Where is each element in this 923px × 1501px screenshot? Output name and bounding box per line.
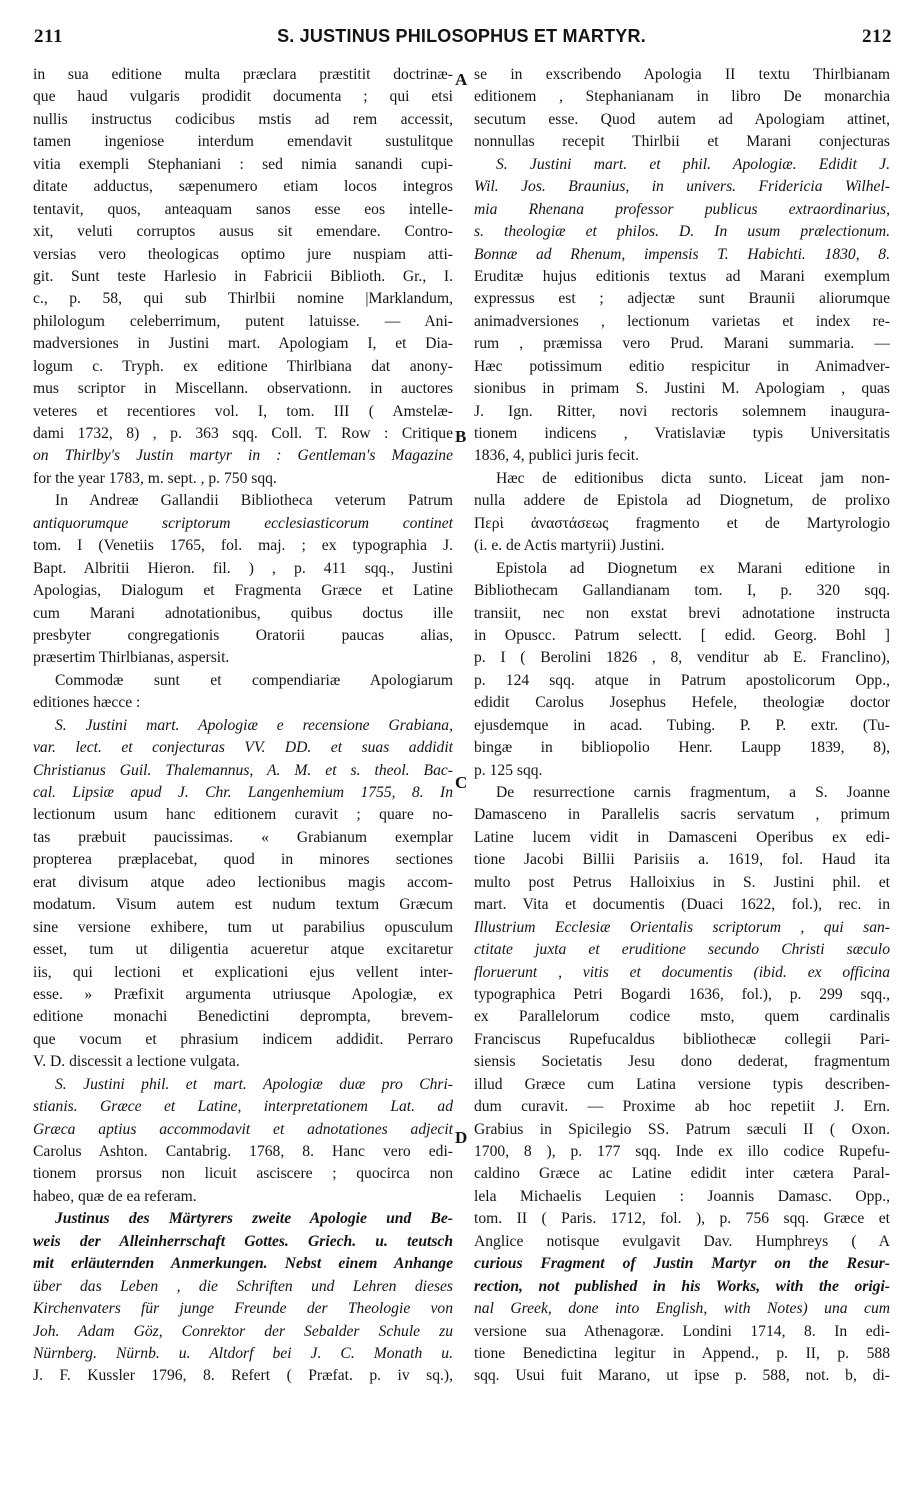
text-line: Justinus des Märtyrers zweite Apologie und Be- (55, 1210, 453, 1228)
text-line: V. D. discessit a lectione vulgata. (33, 1053, 240, 1071)
text-line: In Andreæ Gallandii Bibliotheca veterum Patrum (55, 492, 453, 510)
text-line: tionem indicens , Vratislaviæ typis Universitatis (474, 425, 890, 442)
text-line: esse. » Præfixit argumenta utriusque Apologiæ, ex (33, 985, 453, 1003)
text-line: Epistola ad Diognetum ex Marani editione in (496, 559, 890, 577)
text-line: antiquorumque scriptorum ecclesiasticorum continet (33, 514, 453, 532)
text-line: habeo, quæ de ea referam. (33, 1187, 197, 1205)
text-line: versione sua Athenagoræ. Londini 1714, 8. In edi- (474, 1322, 890, 1340)
text-line: p. I ( Berolini 1826 , 8, venditur ab E. Franclino), (474, 649, 890, 667)
text-line: madversiones in Justini mart. Apologiam I, et Dia- (33, 335, 453, 353)
text-line: Bibliothecam Gallandianam tom. I, p. 320 sqq. (474, 582, 890, 600)
running-title: S. JUSTINUS PHILOSOPHUS ET MARTYR. (277, 26, 646, 46)
text-line: Franciscus Rupefucaldus bibliothecæ collegii Pari- (474, 1030, 890, 1048)
text-line: rection, not published in his Works, with the origi- (474, 1277, 890, 1295)
text-line: Bapt. Albritii Hieron. fil. ) , p. 411 sqq., Justini (33, 559, 453, 577)
text-line: mus scriptor in Miscellann. observationn. in auctores (33, 380, 453, 398)
text-line: Περὶ ἀναστάσεως fragmento et de Martyrologio (474, 514, 890, 532)
text-line: rum , præmissa vero Prud. Marani summaria. — (474, 335, 890, 353)
text-line: ex Parallelorum codice msto, quem cardinalis (474, 1008, 890, 1026)
text-line: præsertim Thirlbianas, aspersit. (33, 649, 230, 667)
text-line: cal. Lipsiæ apud J. Chr. Langenhemium 1755, 8. In (33, 784, 453, 801)
text-line: S. Justini phil. et mart. Apologiæ duæ pro Chri- (55, 1075, 453, 1093)
text-line: De resurrectione carnis fragmentum, a S. Joanne (496, 784, 890, 801)
text-line: Anglice notisque evulgavit Dav. Humphreys ( A (474, 1232, 890, 1250)
text-line: über das Leben , die Schriften und Lehren dieses (33, 1277, 453, 1295)
running-head (0, 26, 923, 60)
text-line: on Thirlby's Justin martyr in : Gentleman's Magazine (33, 447, 453, 465)
text-line: weis der Alleinherrschaft Gottes. Griech. u. teutsch (33, 1232, 453, 1250)
text-line: tom. I (Venetiis 1765, fol. maj. ; ex typographia J. (33, 537, 453, 555)
text-line: ctitate juxta et eruditione secundo Christi sæculo (474, 941, 890, 959)
text-line: erat divisum atque adeo lectionibus magis accom- (33, 873, 453, 891)
text-line: que haud vulgaris prodidit documenta ; qui etsi (33, 88, 453, 106)
text-line: nonnullas recepit Thirlbii et Marani conjecturas (474, 133, 890, 151)
text-line: Kirchenvaters für junge Freunde der Theologie von (33, 1300, 453, 1318)
text-line: c., p. 58, qui sub Thirlbii nomine |Marklandum, (33, 290, 453, 308)
text-line: nal Greek, done into English, with Notes) una cum (474, 1300, 890, 1318)
text-line: tione Jacobi Billii Parisiis a. 1619, fol. Haud ita (474, 851, 890, 869)
left-column (33, 64, 453, 1494)
text-line: tom. II ( Paris. 1712, fol. ), p. 756 sqq. Græce et (474, 1210, 890, 1228)
text-line: edidit Carolus Josephus Hefele, theologiæ doctor (474, 694, 890, 712)
text-line: Christianus Guil. Thalemannus, A. M. et s. theol. Bac- (33, 761, 453, 779)
text-line: nulla addere de Epistola ad Diognetum, de prolixo (474, 492, 890, 510)
text-line: 1700, 8 ), p. 177 sqq. Inde ex illo codice Rupefu- (474, 1143, 890, 1160)
text-line: tentavit, quos, anteaquam sanos esse eos intelle- (33, 200, 453, 218)
text-line: typographica Petri Bogardi 1636, fol.), p. 299 sqq., (474, 985, 890, 1003)
text-line: se in exscribendo Apologia II textu Thirlbianam (474, 66, 890, 83)
text-line: J. Ign. Ritter, novi rectoris solemnem inaugura- (474, 402, 890, 420)
text-line: var. lect. et conjecturas VV. DD. et suas addidit (33, 739, 453, 757)
text-line: Illustrium Ecclesiæ Orientalis scriptorum , qui san- (474, 918, 890, 936)
text-line: Latine lucem vidit in Damasceni Operibus ex edi- (474, 828, 890, 846)
text-line: cum Marani adnotationibus, quibus doctus ille (33, 604, 453, 622)
text-line: caldino Græce ac Latine edidit inter cætera Paral- (474, 1165, 890, 1183)
text-line: nullis instructus codicibus mstis ad rem accessit, (33, 110, 453, 128)
text-line: Græca aptius accommodavit et adnotationes adjecit (33, 1120, 453, 1138)
text-line: dum curavit. — Proxime ab hoc repetiit J. Ern. (474, 1098, 890, 1116)
text-line: lectionum usum hanc editionem curavit ; quare no- (33, 806, 453, 824)
page-number-left: 211 (34, 26, 63, 47)
text-line: sqq. Usui fuit Marano, ut ipse p. 588, not. b, di- (474, 1367, 890, 1385)
margin-letter-c: C (455, 773, 468, 792)
text-line: (i. e. de Actis martyrii) Justini. (474, 537, 665, 555)
margin-letter-d: D (455, 1128, 468, 1147)
text-line: tas præbuit paucissimas. « Grabianum exemplar (33, 828, 453, 846)
text-line: mit erläuternden Anmerkungen. Nebst einem Anhange (33, 1255, 453, 1273)
text-line: dami 1732, 8) , p. 363 sqq. Coll. T. Row : Critique (33, 425, 453, 442)
text-line: lela Michaelis Lequien : Joannis Damasc. Opp., (474, 1187, 890, 1205)
text-line: editiones hæcce : (33, 694, 141, 712)
page-number-right: 212 (862, 26, 892, 47)
text-line: presbyter congregationis Oratorii paucas alias, (33, 626, 453, 644)
text-line: Hæc potissimum editio respicitur in Animadver- (474, 357, 890, 375)
text-line: Apologias, Dialogum et Fragmenta Græce et Latine (33, 582, 453, 600)
text-line: siensis Societatis Jesu dono dederat, fragmentum (474, 1053, 890, 1071)
text-line: illud Græce cum Latina versione typis describen- (474, 1075, 890, 1093)
text-line: sionibus in primam S. Justini M. Apologiam , quas (474, 380, 890, 398)
text-line: xit, veluti corruptos ausus sit emendare. Contro- (33, 223, 453, 241)
text-line: bingæ in bibliopolio Henr. Laupp 1839, 8), (474, 739, 890, 757)
text-line: 1836, 4, publici juris fecit. (474, 447, 640, 465)
text-line: Grabius in Spicilegio SS. Patrum sæculi II ( Oxon. (474, 1120, 890, 1138)
text-line: iis, qui lectioni et explicationi ejus vellent inter- (33, 963, 453, 981)
text-line: secutum esse. Quod autem ad Apologiam attinet, (474, 110, 890, 128)
text-line: s. theologiæ et philos. D. In usum prælectionum. (474, 223, 890, 241)
text-line: animadversiones , lectionum varietas et index re- (474, 312, 890, 330)
text-line: tione Benedictina legitur in Append., p. II, p. 588 (474, 1344, 890, 1362)
text-line: propterea præplacebat, quod in minores sectiones (33, 851, 453, 869)
text-line: git. Sunt teste Harlesio in Fabricii Biblioth. Gr., I. (33, 267, 453, 285)
text-line: Carolus Ashton. Cantabrig. 1768, 8. Hanc vero edi- (33, 1143, 453, 1160)
text-line: J. F. Kussler 1796, 8. Refert ( Præfat. p. iv sq.), (33, 1367, 453, 1385)
text-line: esset, tum ut diligentia acueretur atque excitaretur (33, 941, 453, 959)
text-line: Hæc de editionibus dicta sunto. Liceat jam non- (496, 469, 890, 487)
text-line: mart. Vita et documentis (Duaci 1622, fol.), rec. in (474, 896, 890, 914)
text-line: S. Justini mart. Apologiæ e recensione Grabiana, (55, 716, 453, 734)
text-line: Bonnæ ad Rhenum, impensis T. Habichti. 1830, 8. (474, 245, 890, 263)
margin-letter-b: B (455, 427, 467, 446)
text-line: transiit, nec non exstat brevi adnotatione instructa (474, 604, 890, 622)
text-line: curious Fragment of Justin Martyr on the Resur- (474, 1255, 890, 1273)
text-line: philologum celeberrimum, putent latuisse. — Ani- (33, 312, 453, 330)
text-line: p. 124 sqq. atque in Patrum apostolicorum Opp., (474, 671, 890, 689)
text-line: p. 125 sqq. (474, 761, 543, 779)
text-line: ditate adductus, sæpenumero etiam locos integros (33, 178, 453, 196)
text-line: for the year 1783, m. sept. , p. 750 sqq. (33, 469, 277, 487)
text-line: editionem , Stephanianam in libro De monarchia (474, 88, 890, 106)
text-line: tamen ingeniose interdum emendavit sustulitque (33, 133, 453, 151)
text-line: sine versione exhibere, tum ut parabilius opusculum (33, 918, 453, 936)
text-line: floruerunt , vitis et documentis (ibid. ex officina (474, 963, 890, 981)
text-line: mia Rhenana professor publicus extraordinarius, (474, 200, 890, 218)
text-line: vitia exempli Stephaniani : sed nimia sanandi cupi- (33, 155, 453, 173)
text-line: versias vero theologicas optimo jure nuspiam atti- (33, 245, 453, 263)
text-line: editione monachi Benedictini deprompta, brevem- (33, 1008, 453, 1026)
text-line: Commodæ sunt et compendiariæ Apologiarum (55, 671, 453, 689)
text-line: S. Justini mart. et phil. Apologiæ. Edidit J. (496, 155, 890, 173)
text-line: tionem prorsus non licuit asciscere ; quocirca non (33, 1165, 453, 1183)
text-line: que vocum et phrasium indicem addidit. Perraro (33, 1030, 453, 1048)
text-line: modatum. Visum autem est nudum textum Græcum (33, 896, 453, 914)
text-line: veteres et recentiores vol. I, tom. III ( Amstelæ- (33, 402, 453, 420)
text-line: in Opuscc. Patrum selectt. [ edid. Georg. Bohl ] (474, 626, 890, 644)
text-line: logum c. Tryph. ex editione Thirlbiana dat anony- (33, 357, 453, 375)
text-line: in sua editione multa præclara præstitit doctrinæ- (33, 66, 453, 83)
text-line: Damasceno in Parallelis sacris servatum , primum (474, 806, 890, 824)
text-line: ejusdemque in acad. Tubing. P. P. extr. (Tu- (474, 716, 890, 734)
right-column (474, 64, 890, 1494)
text-line: expressus est ; adjectæ sunt Braunii aliorumque (474, 290, 890, 308)
text-line: Wil. Jos. Braunius, in univers. Fridericia Wilhel- (474, 178, 890, 196)
text-line: Nürnberg. Nürnb. u. Altdorf bei J. C. Monath u. (33, 1344, 453, 1362)
text-line: multo post Petrus Halloixius in S. Justini phil. et (474, 873, 890, 891)
text-line: Eruditæ hujus editionis textus ad Marani exemplum (474, 267, 890, 285)
text-line: Joh. Adam Göz, Conrektor der Sebalder Schule zu (33, 1322, 453, 1340)
margin-letter-a: A (455, 70, 468, 89)
text-line: stianis. Græce et Latine, interpretationem Lat. ad (33, 1098, 453, 1116)
